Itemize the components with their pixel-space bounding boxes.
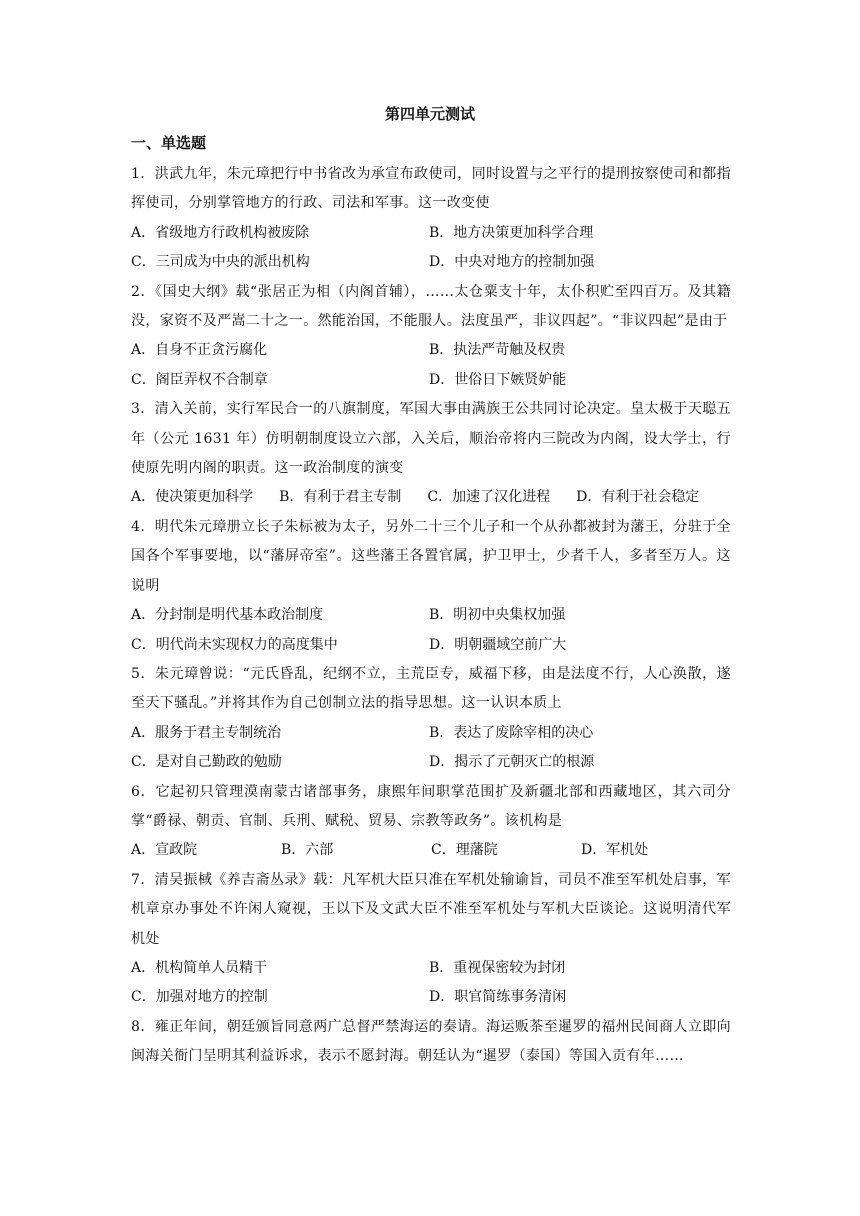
answer-options <box>131 836 731 865</box>
answer-option: B．表达了废除宰相的决心 <box>429 724 594 741</box>
answer-option: B．明初中央集权加强 <box>429 607 566 624</box>
question-7 <box>131 866 731 1013</box>
answer-option: A．宣政院 <box>131 842 198 859</box>
question-5 <box>131 660 731 778</box>
answer-option: D．揭示了元朝灭亡的根源 <box>429 754 595 771</box>
answer-option: A．机构简单人员精干 <box>131 959 268 976</box>
question-stem: 8．雍正年间，朝廷颁旨同意两广总督严禁海运的奏请。海运贩茶至暹罗的福州民间商人立即向闽海关衙门呈明其利益诉求，表示不愿封海。朝廷认为“暹罗（泰国）等国入贡有年…… <box>131 1018 731 1065</box>
answer-option: C．是对自己勤政的勉励 <box>131 754 282 771</box>
question-stem: 1．洪武九年，朱元璋把行中书省改为承宣布政使司，同时设置与之平行的提刑按察使司和都指挥使司，分别掌管地方的行政、司法和军事。这一改变使 <box>131 166 731 212</box>
answer-option: B．地方决策更加科学合理 <box>429 224 594 241</box>
answer-option: A．服务于君主专制统治 <box>131 724 282 741</box>
section-heading: 一、单选题 <box>131 134 207 152</box>
answer-options <box>131 601 731 660</box>
answer-option: D．明朝疆域空前广大 <box>429 636 567 653</box>
question-6 <box>131 778 731 866</box>
answer-option: C．加速了汉化进程 <box>427 489 551 506</box>
answer-option: C．明代尚未实现权力的高度集中 <box>131 636 338 653</box>
answer-option: D．职官简练事务清闲 <box>429 989 567 1006</box>
answer-options <box>131 954 731 1013</box>
answer-option: A．使决策更加科学 <box>131 489 254 506</box>
question-stem: 2．《国史大纲》载“张居正为相（内阁首辅），……太仓粟支十年，太仆积贮至四百万。及其籍没，家资不及严嵩二十之一。然能治国，不能服人。法度虽严，非议四起”。“非议四起”是由于 <box>131 283 731 330</box>
question-stem: 6．它起初只管理漠南蒙古诸部事务，康熙年间职掌范围扩及新疆北部和西藏地区，其六司分掌“爵禄、朝贡、官制、兵刑、赋税、贸易、宗教等政务”。该机构是 <box>131 783 731 829</box>
answer-option: D．中央对地方的控制加强 <box>429 254 595 271</box>
answer-option: A．省级地方行政机构被废除 <box>131 224 310 241</box>
answer-option: B．六部 <box>281 842 334 859</box>
answer-options <box>131 336 731 395</box>
answer-option: D．世俗日下嫉贤妒能 <box>429 371 567 388</box>
question-1 <box>131 160 731 278</box>
question-stem: 3．清入关前，实行军民合一的八旗制度，军国大事由满族王公共同讨论决定。皇太极于天聪五年（公元 1631 年）仿明朝制度设立六部，入关后，顺治帝将内三院改为内阁，设大学士，行使原先明内阁的职责。这一政治制度的演变 <box>131 401 731 477</box>
answer-option: A．自身不正贪污腐化 <box>131 342 268 359</box>
page-title: 第四单元测试 <box>384 105 475 123</box>
answer-option: B．重视保密较为封闭 <box>429 959 566 976</box>
answer-option: C．加强对地方的控制 <box>131 989 268 1006</box>
answer-option: B．执法严苛触及权贵 <box>429 342 566 359</box>
answer-options <box>131 719 731 778</box>
answer-option: D．有利于社会稳定 <box>576 489 700 506</box>
answer-option: D．军机处 <box>581 842 649 859</box>
answer-option: A．分封制是明代基本政治制度 <box>131 607 324 624</box>
question-8 <box>131 1013 731 1072</box>
answer-option: C．三司成为中央的派出机构 <box>131 254 310 271</box>
question-list <box>131 160 731 1072</box>
question-stem: 5．朱元璋曾说：“元氏昏乱，纪纲不立，主荒臣专，威福下移，由是法度不行，人心涣散，遂至天下骚乱。”并将其作为自己创制立法的指导思想。这一认识本质上 <box>131 665 731 712</box>
answer-option: C．理藩院 <box>431 842 498 859</box>
answer-options <box>131 483 731 512</box>
answer-options <box>131 219 731 278</box>
question-4 <box>131 513 731 660</box>
question-2 <box>131 278 731 396</box>
question-stem: 4．明代朱元璋册立长子朱标被为太子，另外二十三个儿子和一个从孙都被封为藩王，分驻于全国各个军事要地，以“藩屏帝室”。这些藩王各置官属，护卫甲士，少者千人，多者至万人。这说明 <box>131 518 731 594</box>
answer-option: C．阁臣弄权不合制章 <box>131 371 268 388</box>
answer-option: B．有利于君主专制 <box>279 489 402 506</box>
question-3 <box>131 395 731 513</box>
question-stem: 7．清吴振棫《养吉斋丛录》载：凡军机大臣只准在军机处输谕旨，司员不准至军机处启事，军机章京办事处不许闲人窥视，王以下及文武大臣不准至军机处与军机大臣谈论。这说明清代军机处 <box>131 871 731 947</box>
